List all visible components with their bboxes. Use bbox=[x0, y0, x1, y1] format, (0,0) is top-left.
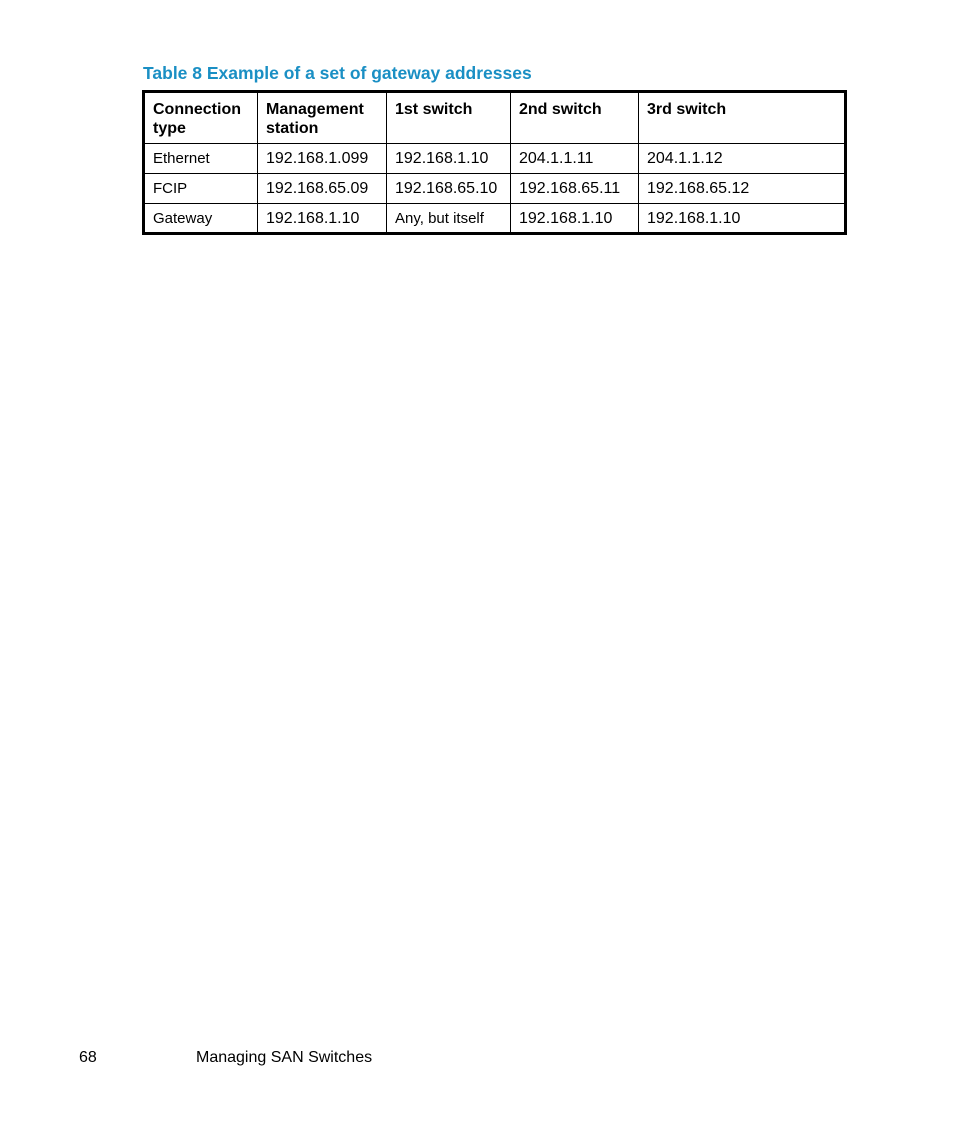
table-cell: 192.168.1.10 bbox=[639, 204, 846, 234]
table-cell: 192.168.65.11 bbox=[511, 174, 639, 204]
gateway-addresses-table bbox=[142, 90, 847, 235]
header-3rd-switch: 3rd switch bbox=[639, 92, 846, 144]
table-cell: Gateway bbox=[144, 204, 258, 234]
table-cell: 192.168.1.099 bbox=[258, 144, 387, 174]
table-cell: 192.168.1.10 bbox=[258, 204, 387, 234]
header-2nd-switch: 2nd switch bbox=[511, 92, 639, 144]
table-cell: Ethernet bbox=[144, 144, 258, 174]
header-connection-type: Connection type bbox=[144, 92, 258, 144]
running-footer-title: Managing SAN Switches bbox=[196, 1049, 373, 1066]
table-cell: 192.168.65.10 bbox=[387, 174, 511, 204]
header-management-station: Management station bbox=[258, 92, 387, 144]
table-row bbox=[144, 144, 846, 174]
table-cell: 192.168.65.09 bbox=[258, 174, 387, 204]
header-1st-switch: 1st switch bbox=[387, 92, 511, 144]
table-cell: 204.1.1.11 bbox=[511, 144, 639, 174]
table-row bbox=[144, 174, 846, 204]
table-caption: Table 8 Example of a set of gateway addresses bbox=[143, 63, 532, 83]
page-number: 68 bbox=[79, 1049, 97, 1066]
table-header-row bbox=[144, 92, 846, 144]
table-cell: Any, but itself bbox=[387, 204, 511, 234]
table-row bbox=[144, 204, 846, 234]
table-cell: 192.168.1.10 bbox=[387, 144, 511, 174]
table-cell: 192.168.1.10 bbox=[511, 204, 639, 234]
table-cell: 204.1.1.12 bbox=[639, 144, 846, 174]
table-cell: 192.168.65.12 bbox=[639, 174, 846, 204]
table-cell: FCIP bbox=[144, 174, 258, 204]
